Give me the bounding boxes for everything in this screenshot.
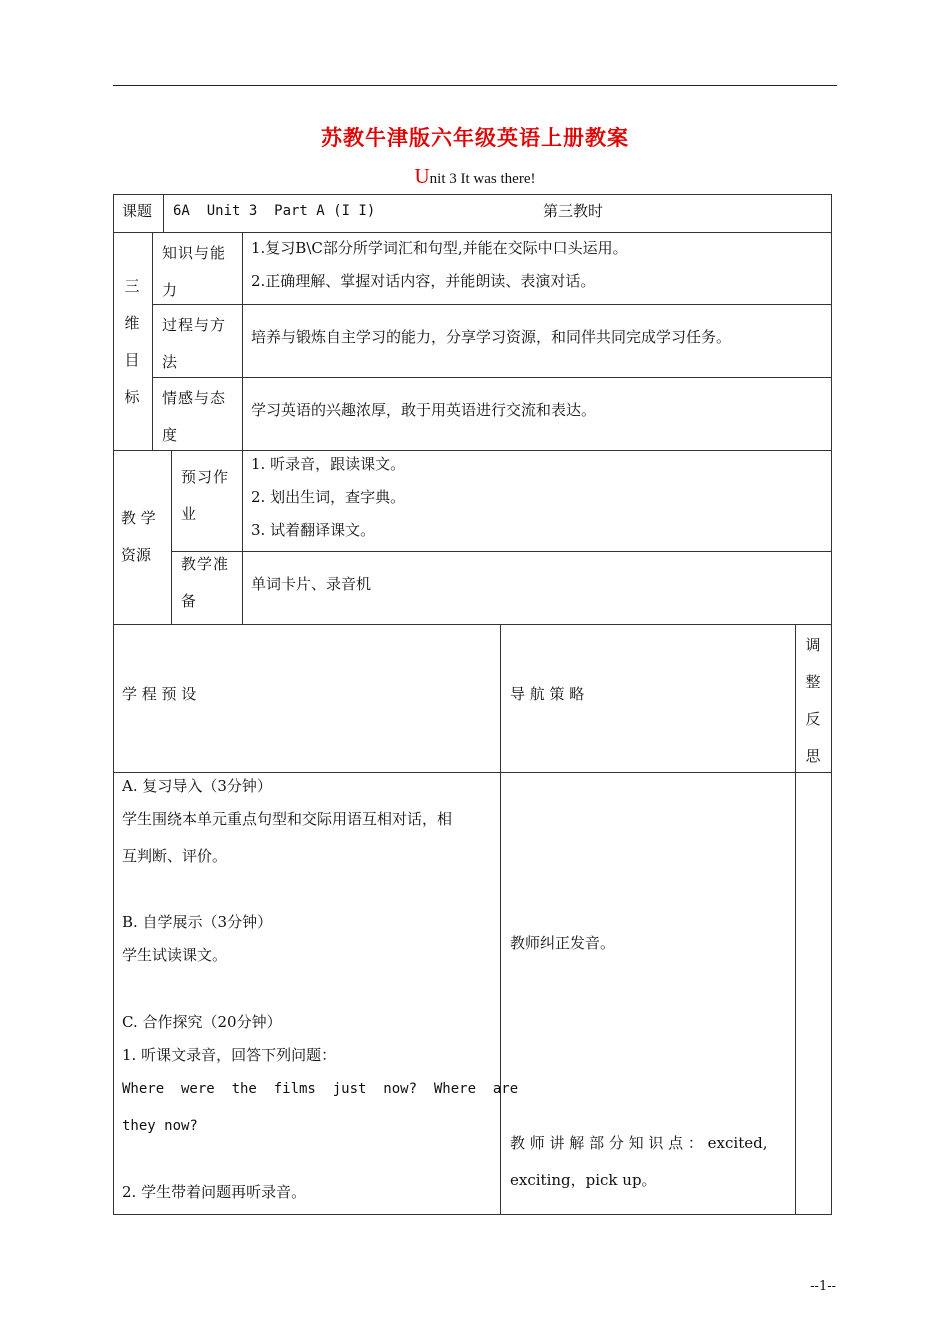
goal-attitude-label: 情感与态度 bbox=[162, 389, 227, 444]
process-c-question-1: Where were the films just now? Where are bbox=[122, 1081, 519, 1097]
resource-prep-line: 单词卡片、录音机 bbox=[251, 575, 372, 593]
col-process-header: 学 程 预 设 bbox=[122, 685, 197, 703]
document-subtitle bbox=[0, 164, 950, 189]
process-c-question-2: they now? bbox=[122, 1118, 198, 1134]
process-b-title: B. 自学展示（3分钟） bbox=[122, 913, 273, 931]
strategy-line-3: exciting，pick up。 bbox=[510, 1171, 657, 1189]
resource-preview-line-2: 2. 划出生词，查字典。 bbox=[251, 488, 406, 506]
resources-label: 教 学 资源 bbox=[121, 509, 156, 564]
period-label: 第三教时 bbox=[543, 202, 604, 220]
goal-knowledge-line-2: 2.正确理解、掌握对话内容，并能朗读、表演对话。 bbox=[251, 272, 596, 290]
goal-process-label: 过程与方法 bbox=[162, 316, 227, 371]
process-b-body: 学生试读课文。 bbox=[122, 946, 228, 964]
goal-attitude-line: 学习英语的兴趣浓厚，敢于用英语进行交流和表达。 bbox=[251, 401, 597, 419]
header-rule bbox=[113, 85, 837, 86]
subtitle-initial: U bbox=[414, 164, 430, 188]
process-c-step-2: 2. 学生带着问题再听录音。 bbox=[122, 1183, 307, 1201]
resource-preview-label: 预习作业 bbox=[181, 468, 230, 523]
process-c-title: C. 合作探究（20分钟） bbox=[122, 1013, 282, 1031]
topic-label: 课题 bbox=[122, 202, 153, 220]
col-reflect-header: 调 整 反 思 bbox=[805, 636, 821, 765]
resource-preview-line-1: 1. 听录音，跟读课文。 bbox=[251, 455, 406, 473]
process-a-title: A. 复习导入（3分钟） bbox=[122, 777, 272, 795]
topic-value: 6A Unit 3 Part A (I I) bbox=[173, 203, 376, 219]
process-c-step-1: 1. 听课文录音，回答下列问题： bbox=[122, 1046, 337, 1064]
strategy-line-2: 教 师 讲 解 部 分 知 识 点 ： excited, bbox=[510, 1134, 768, 1152]
resource-preview-line-3: 3. 试着翻译课文。 bbox=[251, 521, 376, 539]
process-a-body-1: 学生围绕本单元重点句型和交际用语互相对话，相 bbox=[122, 810, 453, 828]
strategy-line-1: 教师纠正发音。 bbox=[510, 934, 616, 952]
subtitle-text: nit 3 It was there! bbox=[429, 171, 536, 187]
goals-label: 三 维 目 标 bbox=[124, 277, 140, 406]
document-title: 苏教牛津版六年级英语上册教案 bbox=[321, 125, 629, 150]
goal-process-line: 培养与锻炼自主学习的能力，分享学习资源，和同伴共同完成学习任务。 bbox=[251, 328, 732, 346]
resource-prep-label: 教学准备 bbox=[181, 555, 230, 610]
process-a-body-2: 互判断、评价。 bbox=[122, 847, 228, 865]
goal-knowledge-line-1: 1.复习B\C部分所学词汇和句型,并能在交际中口头运用。 bbox=[251, 239, 628, 257]
goal-knowledge-label: 知识与能力 bbox=[162, 244, 227, 299]
page-number: --1-- bbox=[810, 1279, 836, 1294]
col-strategy-header: 导 航 策 略 bbox=[510, 685, 585, 703]
